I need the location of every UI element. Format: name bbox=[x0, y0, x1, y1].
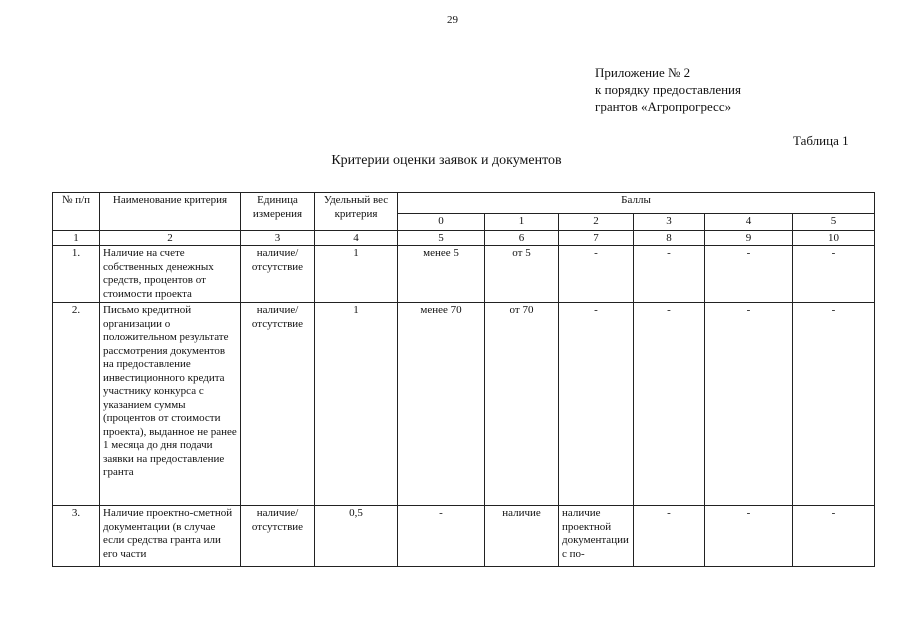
row-points-1: наличие bbox=[485, 506, 559, 567]
column-number: 3 bbox=[241, 231, 315, 246]
points-col-4: 4 bbox=[705, 214, 793, 231]
row-points-5: - bbox=[793, 303, 875, 506]
column-number: 2 bbox=[100, 231, 241, 246]
appendix-note bbox=[595, 64, 741, 115]
row-points-3: - bbox=[634, 246, 705, 303]
column-number: 10 bbox=[793, 231, 875, 246]
row-points-1: от 70 bbox=[485, 303, 559, 506]
row-points-2: - bbox=[559, 303, 634, 506]
row-num: 3. bbox=[53, 506, 100, 567]
row-points-2: наличие проектной документации с по- bbox=[559, 506, 634, 567]
points-col-5: 5 bbox=[793, 214, 875, 231]
row-unit: наличие/ отсутствие bbox=[241, 303, 315, 506]
table-header-row bbox=[53, 193, 875, 214]
row-criterion: Наличие проектно-сметной документации (в случае если средства гранта или его части bbox=[100, 506, 241, 567]
column-number-row bbox=[53, 231, 875, 246]
row-points-5: - bbox=[793, 246, 875, 303]
appendix-line-3: грантов «Агропрогресс» bbox=[595, 99, 732, 114]
column-number: 8 bbox=[634, 231, 705, 246]
points-col-1: 1 bbox=[485, 214, 559, 231]
header-weight: Удельный вес критерия bbox=[315, 193, 398, 231]
column-number: 4 bbox=[315, 231, 398, 246]
header-points: Баллы bbox=[398, 193, 875, 214]
column-number: 5 bbox=[398, 231, 485, 246]
row-num: 1. bbox=[53, 246, 100, 303]
row-points-2: - bbox=[559, 246, 634, 303]
column-number: 9 bbox=[705, 231, 793, 246]
table-row bbox=[53, 246, 875, 303]
row-weight: 1 bbox=[315, 303, 398, 506]
appendix-line-1: Приложение № 2 bbox=[595, 65, 691, 80]
row-points-3: - bbox=[634, 303, 705, 506]
page-number: 29 bbox=[447, 14, 458, 26]
header-unit: Единица измерения bbox=[241, 193, 315, 231]
appendix-line-2: к порядку предоставления bbox=[595, 82, 741, 97]
row-points-1: от 5 bbox=[485, 246, 559, 303]
table-label: Таблица 1 bbox=[793, 133, 849, 148]
row-criterion: Наличие на счете собственных денежных средств, процентов от стоимости проекта bbox=[100, 246, 241, 303]
row-points-0: менее 70 bbox=[398, 303, 485, 506]
points-col-3: 3 bbox=[634, 214, 705, 231]
table-row bbox=[53, 303, 875, 506]
points-col-2: 2 bbox=[559, 214, 634, 231]
header-num: № п/п bbox=[53, 193, 100, 231]
column-number: 1 bbox=[53, 231, 100, 246]
row-points-4: - bbox=[705, 246, 793, 303]
row-points-0: - bbox=[398, 506, 485, 567]
table-row bbox=[53, 506, 875, 567]
row-points-4: - bbox=[705, 506, 793, 567]
row-unit: наличие/ отсутствие bbox=[241, 246, 315, 303]
column-number: 6 bbox=[485, 231, 559, 246]
row-weight: 0,5 bbox=[315, 506, 398, 567]
header-name: Наименование критерия bbox=[100, 193, 241, 231]
document-title: Критерии оценки заявок и документов bbox=[331, 153, 562, 168]
row-num: 2. bbox=[53, 303, 100, 506]
row-criterion: Письмо кредитной организации о положительном результате рассмотрения документов на предоставление инвестиционного кредита участнику конкурса с указанием суммы (процентов от стоимости проекта), выданное не ранее 1 месяца до дня подачи заявки на предоставление гранта bbox=[100, 303, 241, 506]
points-col-0: 0 bbox=[398, 214, 485, 231]
column-number: 7 bbox=[559, 231, 634, 246]
row-points-0: менее 5 bbox=[398, 246, 485, 303]
row-points-4: - bbox=[705, 303, 793, 506]
row-points-5: - bbox=[793, 506, 875, 567]
row-weight: 1 bbox=[315, 246, 398, 303]
row-unit: наличие/ отсутствие bbox=[241, 506, 315, 567]
row-points-3: - bbox=[634, 506, 705, 567]
criteria-table bbox=[52, 192, 875, 567]
